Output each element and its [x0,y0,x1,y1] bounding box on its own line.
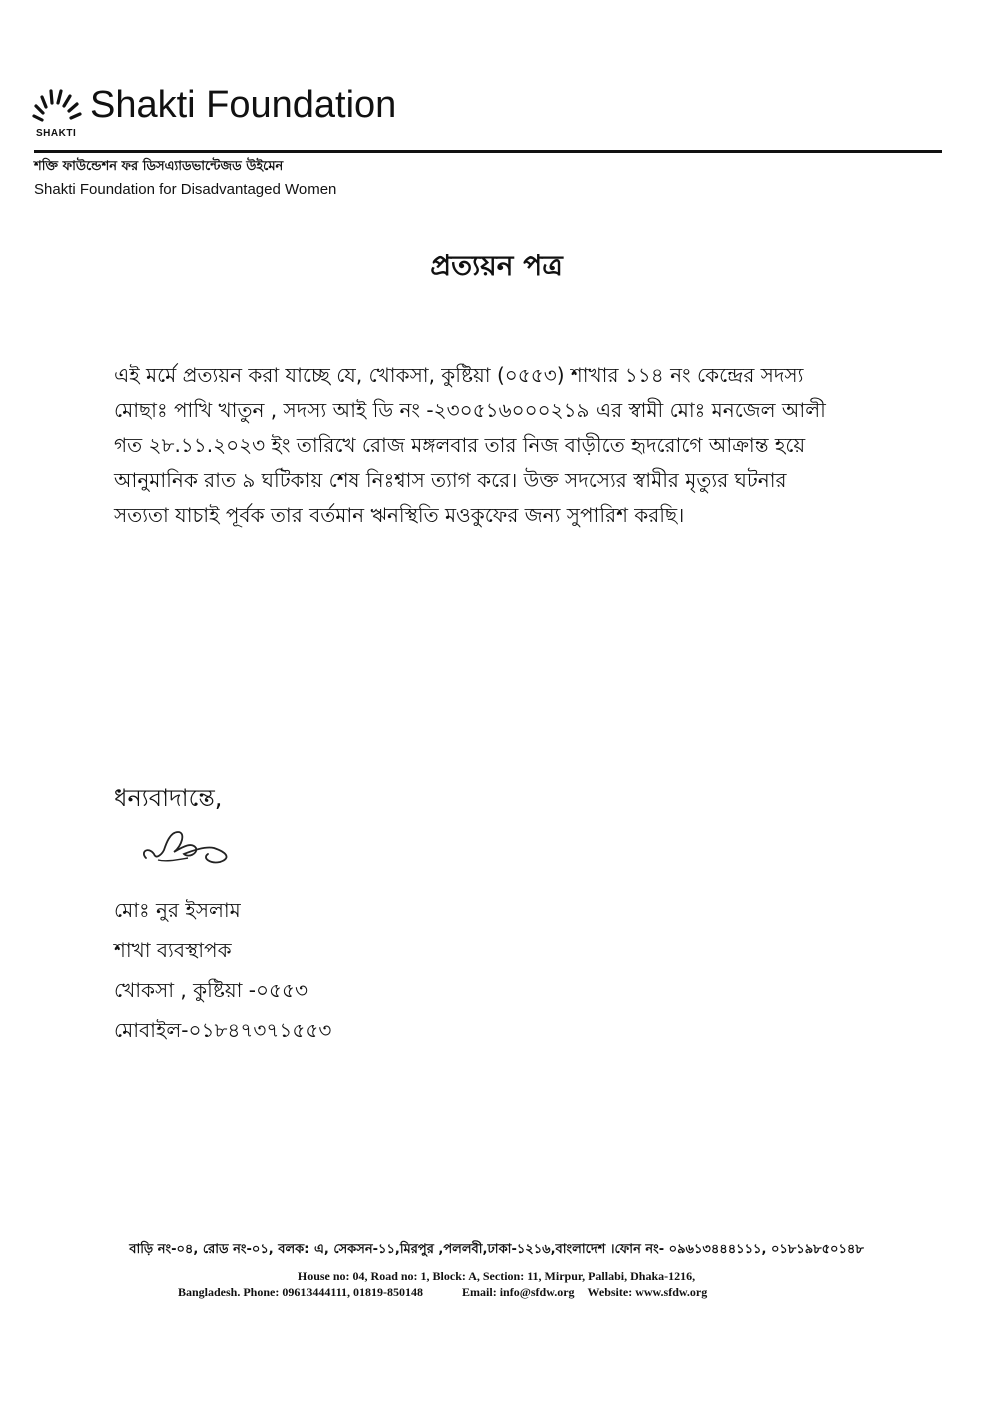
footer-phone: Bangladesh. Phone: 09613444111, 01819-850148 [178,1285,424,1299]
signature [136,824,240,874]
signatory-branch: খোকসা , কুষ্টিয়া -০৫৫৩ [114,978,308,1002]
document-title: প্রত্যয়ন পত্র [430,249,563,282]
header-divider [34,150,942,153]
footer-address-line1: House no: 04, Road no: 1, Block: A, Section: 11, Mirpur, Pallabi, Dhaka-1216, [297,1269,696,1283]
footer-email: Email: info@sfdw.org [462,1285,575,1299]
signatory-mobile: মোবাইল-০১৮৪৭৩৭১৫৫৩ [114,1018,332,1042]
footer-address-bengali: বাড়ি নং-০৪, রোড নং-০১, বলক: এ, সেকসন-১১,মিরপুর ,পললবী,ঢাকা-১২১৬,বাংলাদেশ ।ফোন নং- ০৯৬১৩৪৪৪১১১, ০১৮১৯৮৫০১৪৮ [129,1242,864,1257]
footer-address-line2 [178,1285,707,1300]
body-line: আনুমানিক রাত ৯ ঘটিকায় শেষ নিঃশ্বাস ত্যাগ করে। উক্ত সদস্যের স্বামীর মৃত্যুর ঘটনার [114,468,787,492]
body-line: এই মর্মে প্রত্যয়ন করা যাচ্ছে যে, খোকসা, কুষ্টিয়া (০৫৫৩) শাখার ১১৪ নং কেন্দ্রের সদস্য [114,363,804,387]
signatory-name: মোঃ নুর ইসলাম [114,898,241,922]
organization-full-name: Shakti Foundation for Disadvantaged Women [34,181,337,198]
organization-name-bengali: শক্তি ফাউন্ডেশন ফর ডিসএ্যাডভান্টেজড উইমেন [34,159,284,174]
body-line: গত ২৮.১১.২০২৩ ইং তারিখে রোজ মঙ্গলবার তার নিজ বাড়ীতে হৃদরোগে আক্রান্ত হয়ে [114,433,806,457]
body-line: মোছাঃ পাখি খাতুন , সদস্য আই ডি নং -২৩০৫১৬০০০২১৯ এর স্বামী মোঃ মনজেল আলী [114,398,826,422]
shakti-rays-icon [30,80,84,130]
certificate-body [114,358,874,533]
body-line: সত্যতা যাচাই পূর্বক তার বর্তমান ঋনস্থিতি মওকুফের জন্য সুপারিশ করছি। [114,503,685,527]
footer-website: Website: www.sfdw.org [587,1285,708,1299]
logo-text: SHAKTI [36,128,77,139]
signatory-block [114,890,331,1050]
closing-salutation: ধন্যবাদান্তে, [114,784,223,812]
organization-name: Shakti Foundation [90,84,397,126]
signatory-designation: শাখা ব্যবস্থাপক [114,938,232,962]
